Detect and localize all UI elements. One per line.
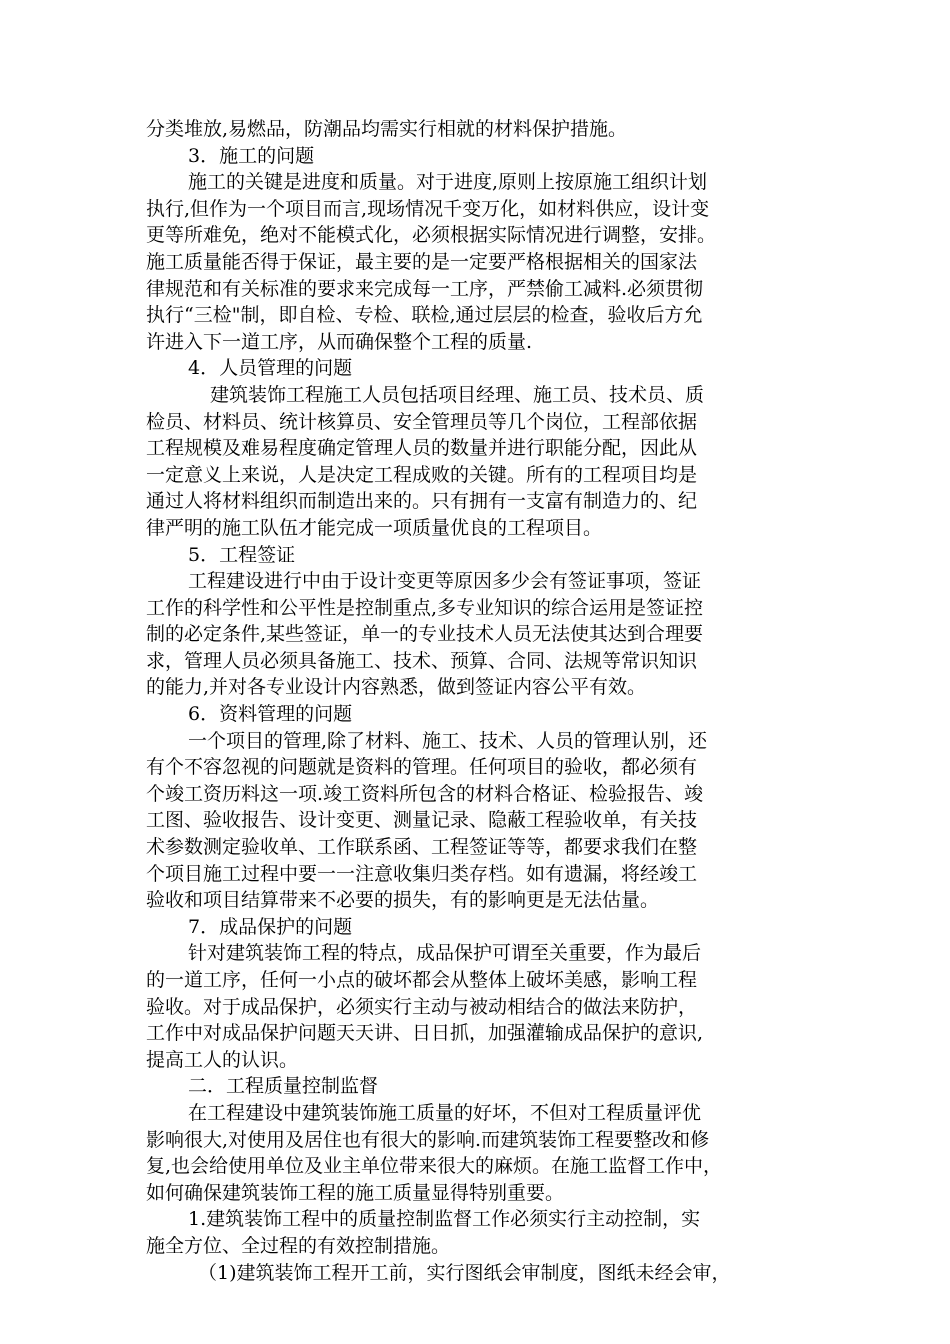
text-line: 工程建设进行中由于设计变更等原因多少会有签证事项，签证 — [188, 570, 702, 593]
text-line: 提高工人的认识。 — [146, 1048, 299, 1071]
text-line: 个竣工资历料这一项.竣工资料所包含的材料合格证、检验报告、竣 — [146, 782, 704, 805]
text-line: 工图、验收报告、设计变更、测量记录、隐蔽工程验收单，有关技 — [146, 809, 698, 832]
text-line: 检员、材料员、统计核算员、安全管理员等几个岗位，工程部依据 — [146, 410, 698, 433]
text-line: 一个项目的管理,除了材料、施工、技术、人员的管理认别，还 — [188, 729, 708, 752]
text-line: 在工程建设中建筑装饰施工质量的好坏，不但对工程质量评优 — [188, 1101, 702, 1124]
text-line: 的一道工序，任何一小点的破坏都会从整体上破坏美感，影响工程 — [146, 969, 698, 991]
text-line: 如何确保建筑装饰工程的施工质量显得特别重要。 — [146, 1181, 565, 1204]
text-line: 建筑装饰工程施工人员包括项目经理、施工员、技术员、质 — [210, 383, 705, 406]
text-line: 执行,但作为一个项目而言,现场情况千变万化，如材料供应，设计变 — [146, 197, 710, 220]
text-line: 3．施工的问题 — [188, 144, 315, 167]
text-line: 二．工程质量控制监督 — [188, 1075, 379, 1098]
text-line: 6．资料管理的问题 — [188, 703, 353, 726]
text-line: 复,也会给使用单位及业主单位带来很大的麻烦。在施工监督工作中， — [146, 1155, 723, 1178]
text-line: 工程规模及难易程度确定管理人员的数量并进行职能分配，因此从 — [146, 437, 698, 460]
text-line: 验收。对于成品保护，必须实行主动与被动相结合的做法来防护， — [146, 995, 698, 1018]
text-line: 工作的科学性和公平性是控制重点,多专业知识的综合运用是签证控 — [146, 596, 704, 619]
text-line: 施工质量能否得于保证，最主要的是一定要严格根据相关的国家法 — [146, 250, 698, 273]
text-line: 的能力,并对各专业设计内容熟悉，做到签证内容公平有效。 — [146, 676, 647, 699]
text-line: 更等所难免，绝对不能模式化，必须根据实际情况进行调整，安排。 — [146, 224, 717, 247]
text-line: 工作中对成品保护问题天天讲、日日抓，加强灌输成品保护的意识, — [146, 1022, 704, 1045]
text-line: 执行“三检"制，即自检、专检、联检,通过层层的检查，验收后方允 — [146, 304, 703, 327]
text-line: 针对建筑装饰工程的特点，成品保护可谓至关重要，作为最后 — [188, 942, 702, 965]
text-line: 一定意义上来说，人是决定工程成败的关键。所有的工程项目均是 — [146, 463, 698, 486]
text-line: 验收和项目结算带来不必要的损失，有的影响更是无法估量。 — [146, 889, 660, 912]
text-line: 施工的关键是进度和质量。对于进度,原则上按原施工组织计划 — [188, 171, 708, 194]
text-line: 求，管理人员必须具备施工、技术、预算、合同、法规等常识知识 — [146, 649, 698, 672]
text-line: 律严明的施工队伍才能完成一项质量优良的工程项目。 — [146, 516, 603, 539]
text-line: 通过人将材料组织而制造出来的。只有拥有一支富有制造力的、纪 — [146, 490, 698, 513]
text-line: 制的必定条件,某些签证，单一的专业技术人员无法使其达到合理要 — [146, 623, 704, 646]
text-line: 7．成品保护的问题 — [188, 915, 353, 938]
text-line: 术参数测定验收单、工作联系函、工程签证等等，都要求我们在整 — [146, 836, 698, 859]
text-line: 个项目施工过程中要一一注意收集归类存档。如有遗漏，将经竣工 — [146, 862, 698, 885]
document-body — [146, 116, 818, 1286]
text-line: （1)建筑装饰工程开工前，实行图纸会审制度，图纸未经会审， — [198, 1261, 731, 1284]
text-line: 5．工程签证 — [188, 543, 296, 566]
text-line: 影响很大,对使用及居住也有很大的影响.而建筑装饰工程要整改和修 — [146, 1128, 710, 1151]
text-line: 施全方位、全过程的有效控制措施。 — [146, 1234, 451, 1257]
text-line: 有个不容忽视的问题就是资料的管理。任何项目的验收，都必须有 — [146, 756, 698, 779]
text-line: 律规范和有关标准的要求来完成每一工序，严禁偷工减料.必须贯彻 — [146, 277, 704, 300]
text-line: 4．人员管理的问题 — [188, 357, 353, 380]
text-line: 分类堆放,易燃品，防潮品均需实行相就的材料保护措施。 — [146, 118, 628, 140]
text-line: 1.建筑装饰工程中的质量控制监督工作必须实行主动控制，实 — [188, 1208, 701, 1231]
text-line: 许进入下一道工序，从而确保整个工程的质量. — [146, 330, 533, 353]
